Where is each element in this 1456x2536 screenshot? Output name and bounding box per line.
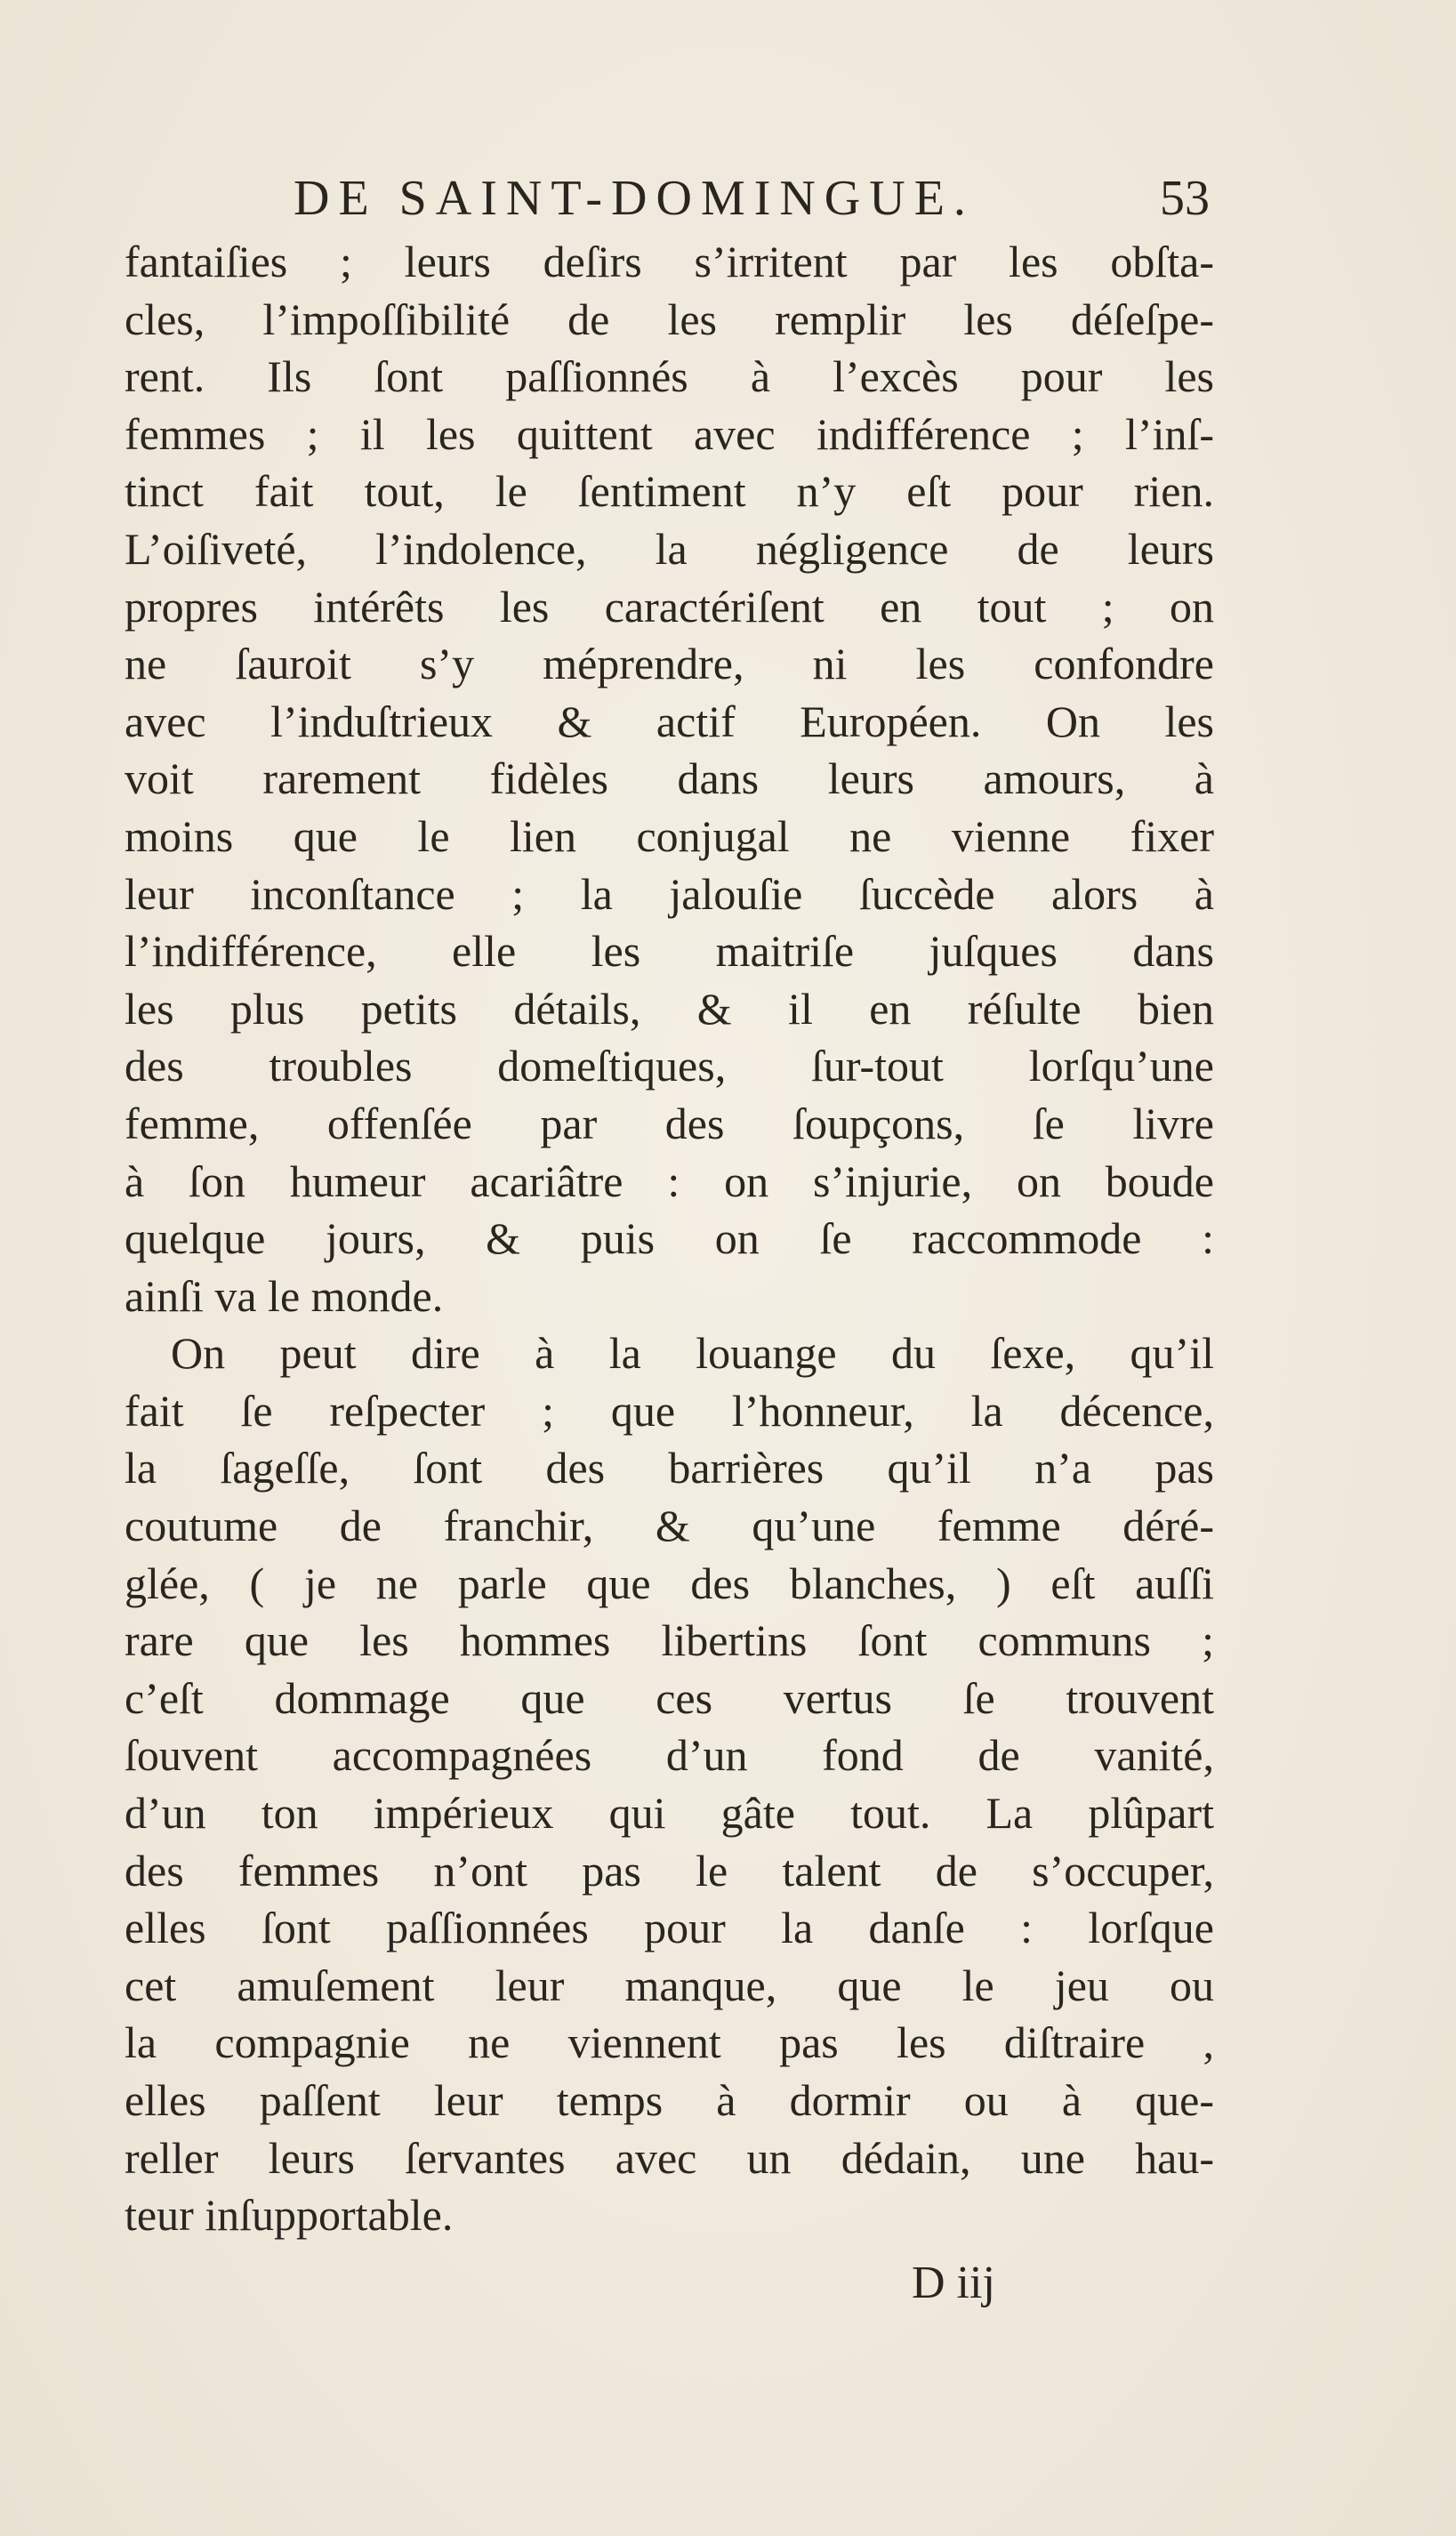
text-line: la ſageſſe, ſont des barrières qu’il n’a pas [125,1443,1214,1493]
text-line: cet amuſement leur manque, que le jeu ou [125,1960,1214,2010]
page-number: 53 [1160,171,1210,226]
text-line: leur inconſtance ; la jalouſie ſuccède alors à [125,868,1214,919]
text-line: elles ſont paſſionnées pour la danſe : lorſque [125,1903,1214,1953]
text-line: l’indifférence, elle les maitriſe juſques dans [125,926,1214,977]
text-line: rare que les hommes libertins ſont communs ; [125,1615,1214,1666]
paragraph-2 [125,1324,1214,2244]
text-line: des troubles domeſtiques, ſur-tout lorſqu’une [125,1041,1214,1091]
text-line: quelque jours, & puis on ſe raccommode : [125,1213,1214,1264]
text-line: d’un ton impérieux qui gâte tout. La plûpart [125,1788,1214,1839]
text-line: propres intérêts les caractériſent en tout ; on [125,581,1214,632]
page-header [125,167,1210,229]
text-line: coutume de franchir, & qu’une femme déré- [125,1501,1214,1551]
text-line: femmes ; il les quittent avec indifférence ; l’inſ- [125,408,1214,459]
text-line: des femmes n’ont pas le talent de s’occuper, [125,1845,1214,1896]
text-line: teur inſupportable. [125,2190,454,2241]
text-line: elles paſſent leur temps à dormir ou à que- [125,2075,1214,2125]
text-line: fantaiſies ; leurs deſirs s’irritent par les obſta- [125,237,1214,286]
text-line: ſouvent accompagnées d’un fond de vanité, [125,1730,1214,1781]
running-head: DE SAINT-DOMINGUE. [294,171,975,226]
text-line: tinct fait tout, le ſentiment n’y eſt pour rien. [125,466,1214,517]
text-line: fait ſe reſpecter ; que l’honneur, la décence, [125,1385,1214,1436]
paragraph-1 [125,233,1214,1324]
text-line: à ſon humeur acariâtre : on s’injurie, on boude [125,1155,1214,1206]
text-line: voit rarement fidèles dans leurs amours, à [125,753,1214,804]
text-line: les plus petits détails, & il en réſulte bien [125,983,1214,1034]
body-text [125,233,1214,2244]
text-line: cles, l’impoſſibilité de les remplir les déſeſpe- [125,294,1214,344]
text-line: avec l’induſtrieux & actif Européen. On les [125,696,1214,746]
text-line: c’eſt dommage que ces vertus ſe trouvent [125,1672,1214,1723]
signature-mark: D iij [912,2258,995,2308]
text-line: rent. Ils ſont paſſionnés à l’excès pour les [125,351,1214,402]
text-line: ainſi va le monde. [125,1270,444,1321]
text-line: reller leurs ſervantes avec un dédain, une hau- [125,2132,1214,2183]
text-line: glée, ( je ne parle que des blanches, ) eſt auſſi [125,1558,1214,1608]
text-line: femme, offenſée par des ſoupçons, ſe livre [125,1098,1214,1148]
text-line: ne ſauroit s’y méprendre, ni les confondre [125,639,1214,689]
text-line: moins que le lien conjugal ne vienne fixer [125,810,1214,861]
text-line: la compagnie ne viennent pas les diſtraire , [125,2017,1214,2068]
text-line: L’oiſiveté, l’indolence, la négligence de leurs [125,523,1214,574]
text-line: On peut dire à la louange du ſexe, qu’il [171,1328,1214,1379]
